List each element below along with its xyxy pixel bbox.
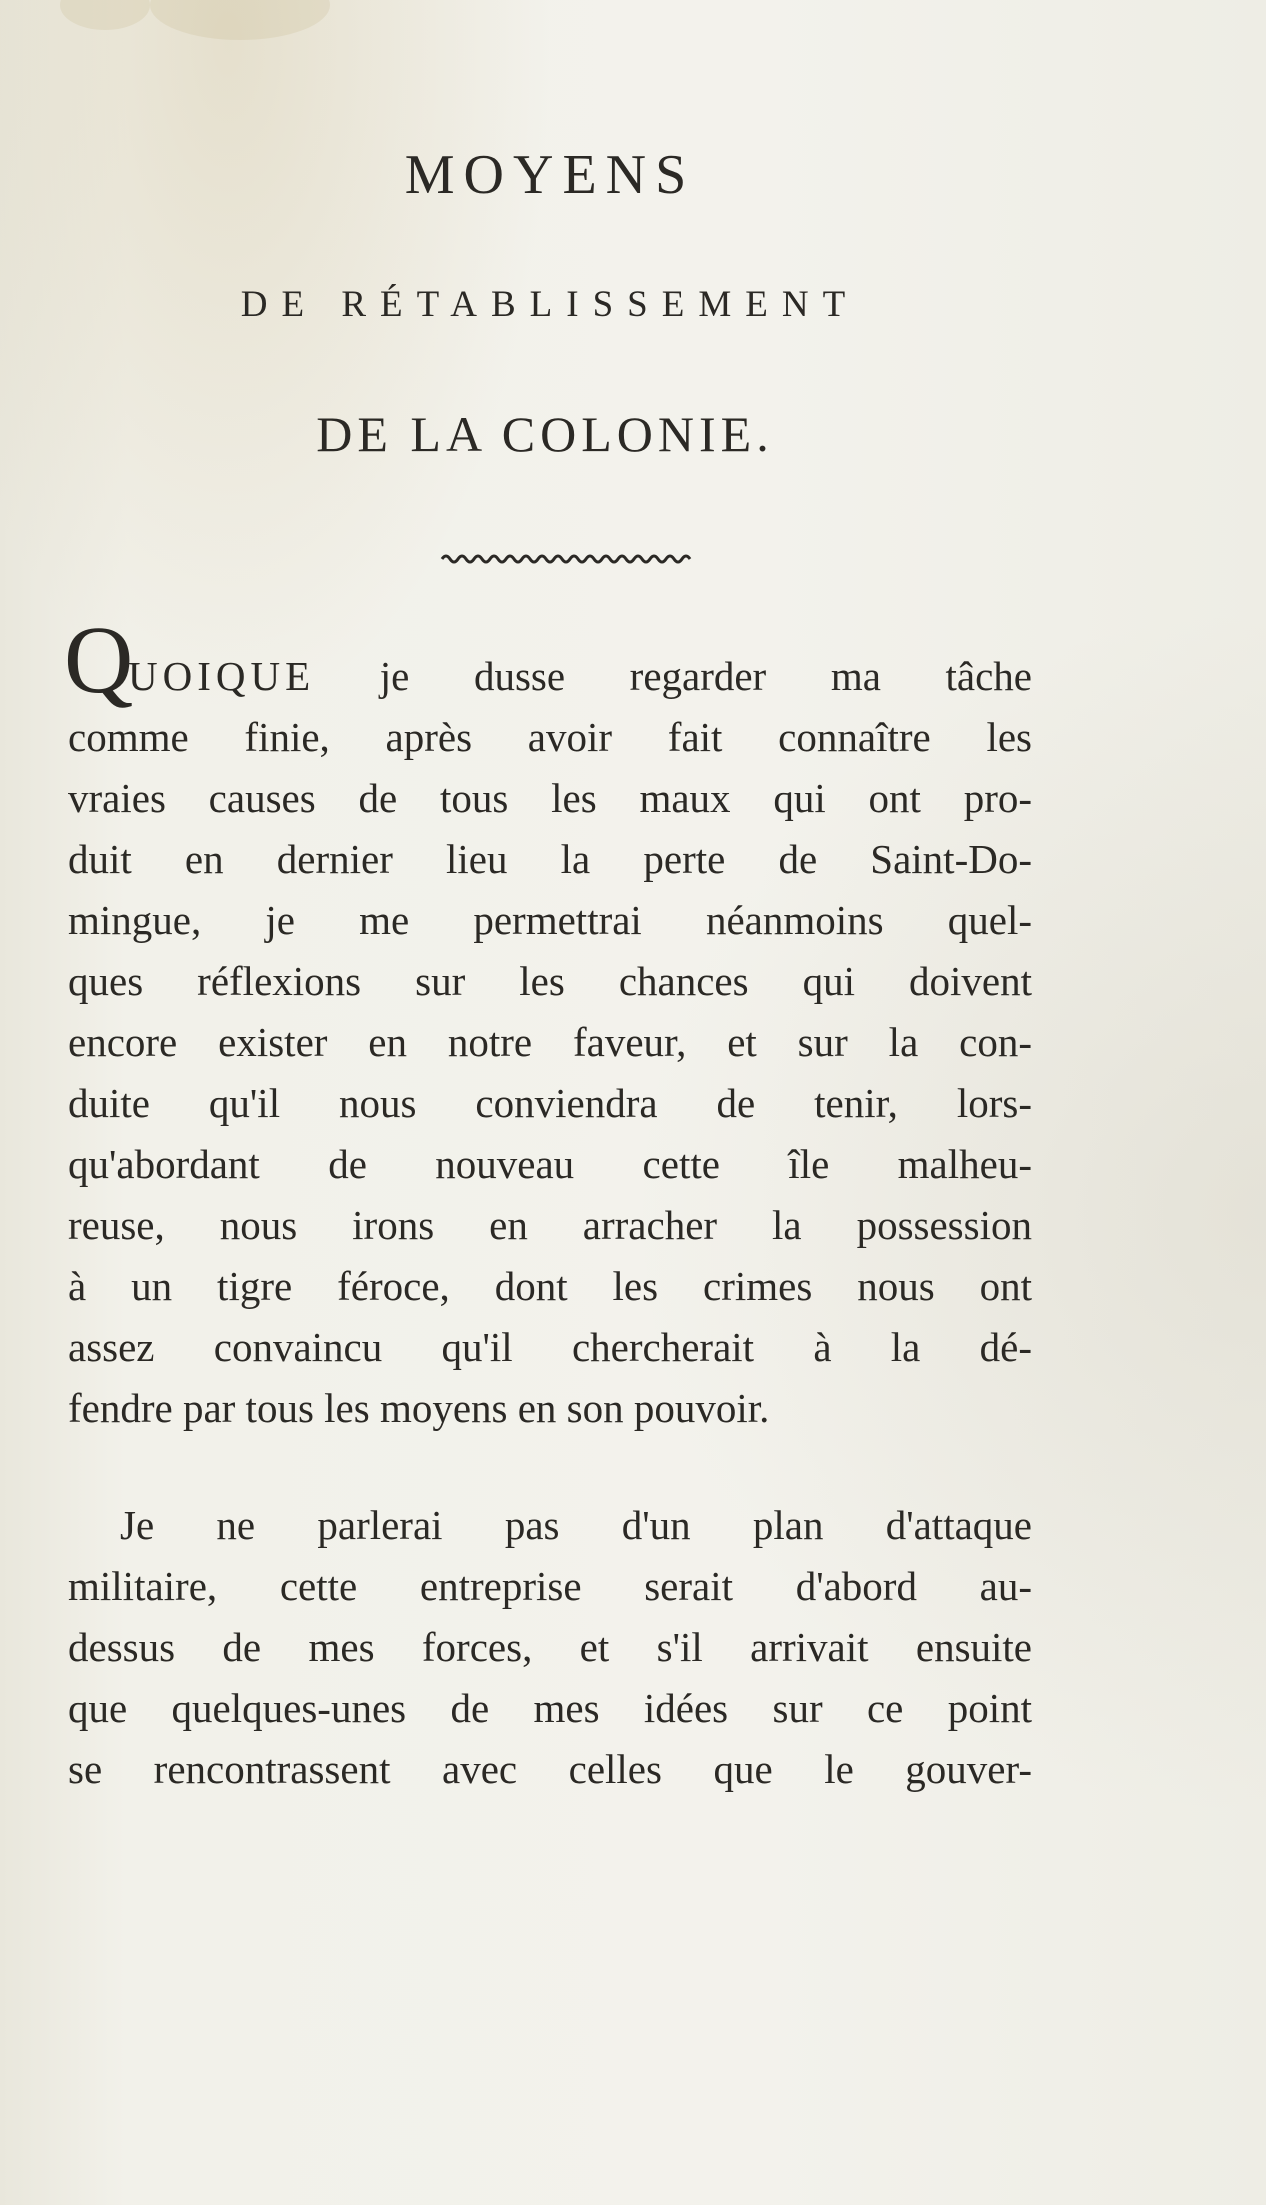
paper-stain <box>60 0 150 30</box>
paragraph-1-line: encore exister en notre faveur, et sur la con- <box>68 1019 1032 1065</box>
paragraph-1-line: comme finie, après avoir fait connaître les <box>68 714 1032 760</box>
paragraph-1-line <box>128 646 1032 706</box>
paragraph-2-line: que quelques-unes de mes idées sur ce point <box>68 1685 1032 1731</box>
paragraph-1-line: duit en dernier lieu la perte de Saint-Do- <box>68 836 1032 882</box>
paragraph-2-line: dessus de mes forces, et s'il arrivait ensuite <box>68 1624 1032 1670</box>
paragraph-1-line: assez convaincu qu'il chercherait à la dé- <box>68 1324 1032 1370</box>
paragraph-1-line: fendre par tous les moyens en son pouvoir. <box>68 1385 770 1431</box>
paragraph-2-line: Je ne parlerai pas d'un plan d'attaque <box>120 1502 1032 1548</box>
paragraph-1-line: reuse, nous irons en arracher la possession <box>68 1202 1032 1248</box>
paragraph-1-line: vraies causes de tous les maux qui ont pro- <box>68 775 1032 821</box>
text-run: je dusse regarder ma tâche <box>379 653 1032 699</box>
small-caps-word: UOIQUE <box>128 653 316 699</box>
wavy-rule-ornament <box>440 551 692 567</box>
chapter-title: MOYENS <box>404 144 696 206</box>
paper-stain <box>150 0 330 40</box>
paragraph-1-line: ques réflexions sur les chances qui doivent <box>68 958 1032 1004</box>
chapter-subtitle: DE RÉTABLISSEMENT <box>240 284 860 325</box>
paragraph-1-line: mingue, je me permettrai néanmoins quel- <box>68 897 1032 943</box>
paragraph-2-line: militaire, cette entreprise serait d'abord au- <box>68 1563 1032 1609</box>
drop-cap: Q <box>64 606 134 713</box>
paragraph-2-line: se rencontrassent avec celles que le gouver- <box>68 1746 1032 1792</box>
paragraph-1-line: duite qu'il nous conviendra de tenir, lors- <box>68 1080 1032 1126</box>
paragraph-1-line: à un tigre féroce, dont les crimes nous ont <box>68 1263 1032 1309</box>
chapter-subtitle-2: DE LA COLONIE. <box>316 406 774 462</box>
paragraph-1-line: qu'abordant de nouveau cette île malheu- <box>68 1141 1032 1187</box>
